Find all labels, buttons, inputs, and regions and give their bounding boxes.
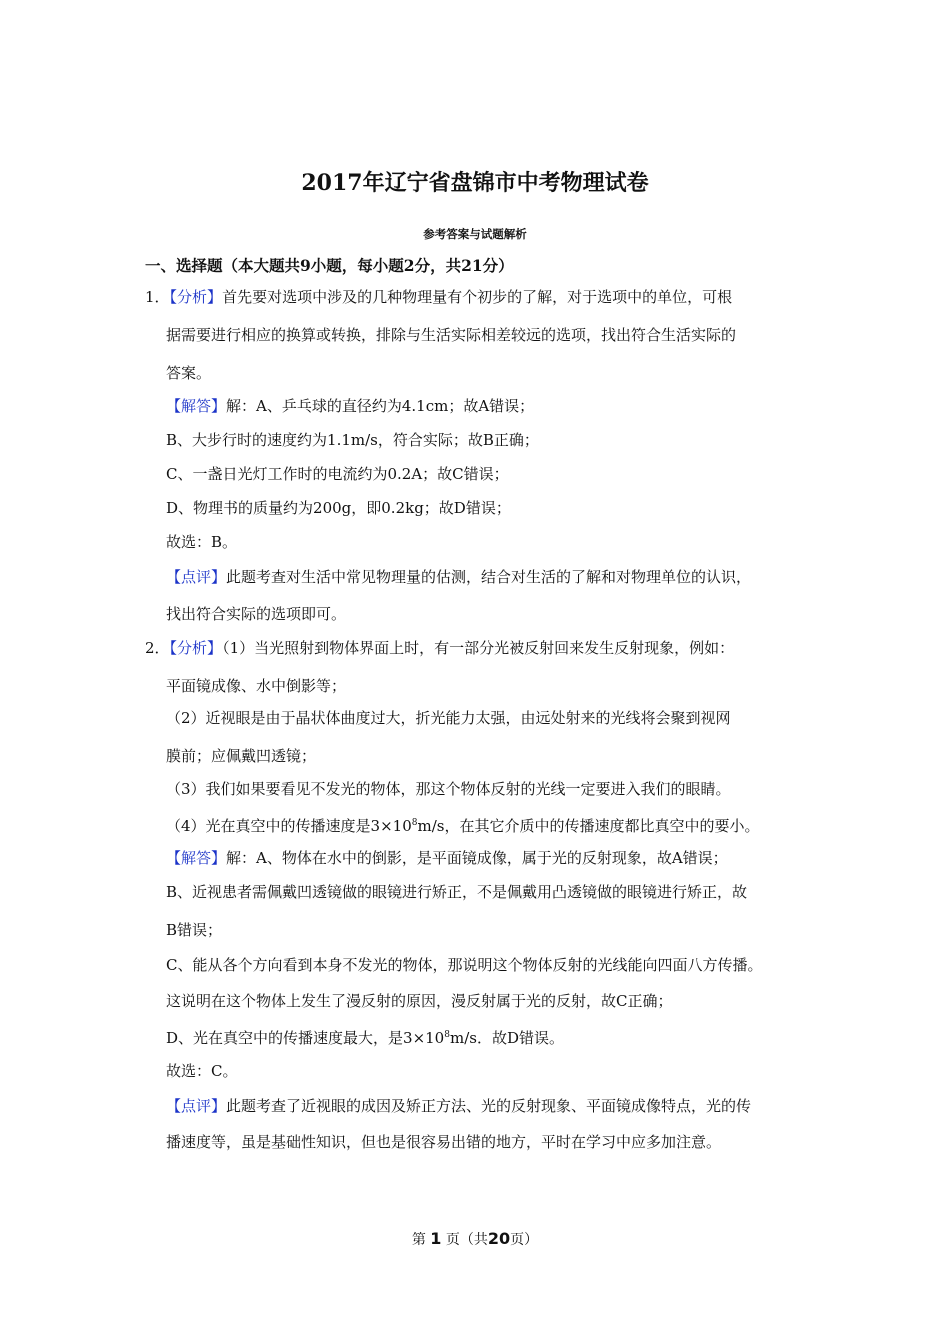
q1-answer-line: D、物理书的质量约为200g，即0.2kg；故D错误；: [166, 499, 511, 517]
page-title: 2017年辽宁省盘锦市中考物理试卷: [301, 170, 649, 196]
q2-answer-line: 这说明在这个物体上发生了漫反射的原因，漫反射属于光的反射，故C正确；: [166, 992, 673, 1010]
q2-analysis-line: （4）光在真空中的传播速度是$3\times 10^8m/s$，在其它介质中的传播速度都比真空中的要小。: [166, 817, 760, 835]
q1-number: 1．: [145, 288, 170, 306]
q2-answer-line: 【解答】解：A、物体在水中的倒影，是平面镜成像，属于光的反射现象，故A错误；: [166, 849, 728, 867]
q1-comment-line: 找出符合实际的选项即可。: [166, 605, 347, 623]
q1-answer-line: B、大步行时的速度约为1.1m/s，符合实际；故B正确；: [166, 431, 539, 449]
q2-analysis-line: （3）我们如果要看见不发光的物体，那这个物体反射的光线一定要进入我们的眼睛。: [166, 780, 731, 798]
q2-analysis-line: 平面镜成像、水中倒影等；: [166, 677, 347, 695]
page-total: 20: [487, 1229, 511, 1248]
comment-tag: 【点评】: [166, 568, 227, 586]
q2-choice-line: 故选：C。: [166, 1062, 238, 1080]
q2-analysis-line: 膜前；应佩戴凹透镜；: [166, 747, 317, 765]
q2-answer-line: C、能从各个方向看到本身不发光的物体，那说明这个物体反射的光线能向四面八方传播。: [166, 956, 763, 974]
analysis-tag: 【分析】: [169, 639, 223, 657]
q1-choice-line: 故选：B。: [166, 533, 238, 551]
q2-analysis-line: 2．【分析】（1）当光照射到物体界面上时，有一部分光被反射回来发生反射现象，例如：: [145, 639, 735, 657]
q2-analysis-line: （2）近视眼是由于晶状体曲度过大，折光能力太强，由远处射来的光线将会聚到视网: [166, 709, 731, 727]
q1-analysis-line: 1．【分析】首先要对选项中涉及的几种物理量有个初步的了解，对于选项中的单位，可根: [145, 288, 733, 306]
q1-comment-line: 【点评】此题考查对生活中常见物理量的估测，结合对生活的了解和对物理单位的认识，: [166, 568, 752, 586]
q2-answer-line: B错误；: [166, 921, 223, 939]
q1-analysis-line: 据需要进行相应的换算或转换，排除与生活实际相差较远的选项，找出符合生活实际的: [166, 326, 737, 344]
page-number: 1: [430, 1229, 442, 1248]
section-heading: 一、选择题（本大题共9小题，每小题2分，共21分）: [145, 256, 514, 275]
q2-answer-line: D、光在真空中的传播速度最大，是$3\times 10^8m/s$．故D错误。: [166, 1029, 564, 1047]
page-footer: 第 1 页（共20页）: [411, 1229, 539, 1248]
answer-tag: 【解答】: [166, 397, 227, 415]
q2-comment-line: 播速度等，虽是基础性知识，但也是很容易出错的地方，平时在学习中应多加注意。: [166, 1133, 722, 1151]
q1-answer-line: C、一盏日光灯工作时的电流约为0.2A；故C错误；: [166, 465, 509, 483]
q2-number: 2．: [145, 639, 170, 657]
comment-tag: 【点评】: [166, 1097, 227, 1115]
answer-tag: 【解答】: [166, 849, 227, 867]
analysis-tag: 【分析】: [169, 288, 223, 306]
q1-analysis-line: 答案。: [166, 364, 212, 382]
page-subtitle: 参考答案与试题解析: [423, 227, 527, 241]
q2-answer-line: B、近视患者需佩戴凹透镜做的眼镜进行矫正，不是佩戴用凸透镜做的眼镜进行矫正，故: [166, 883, 748, 901]
q2-comment-line: 【点评】此题考查了近视眼的成因及矫正方法、光的反射现象、平面镜成像特点，光的传: [166, 1097, 752, 1115]
q1-answer-line: 【解答】解：A、乒乓球的直径约为4.1cm；故A错误；: [166, 397, 535, 415]
